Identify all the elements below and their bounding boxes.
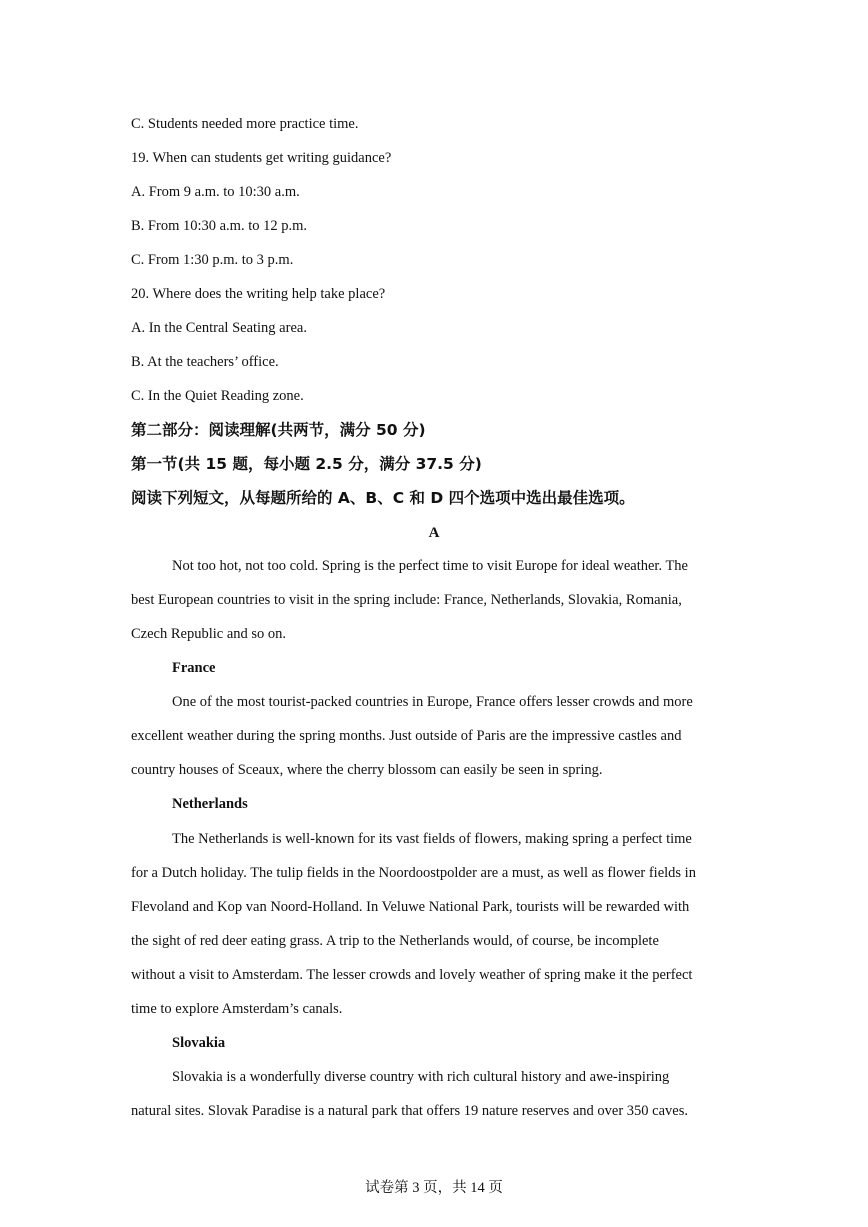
netherlands-line-2: for a Dutch holiday. The tulip fields in the Noordoostpolder are a must, as well as flower fields in [131,865,696,881]
slovakia-line-2: natural sites. Slovak Paradise is a natural park that offers 19 nature reserves and over 350 caves. [131,1103,688,1119]
netherlands-line-6: time to explore Amsterdam’s canals. [131,1001,343,1017]
netherlands-line-4: the sight of red deer eating grass. A trip to the Netherlands would, of course, be incomplete [131,933,659,949]
netherlands-line-3: Flevoland and Kop van Noord-Holland. In Veluwe National Park, tourists will be rewarded with [131,899,690,915]
q19-option-a: A. From 9 a.m. to 10:30 a.m. [131,184,300,200]
page-footer: 试卷第 3 页，共 14 页 [365,1180,503,1196]
france-line-2: excellent weather during the spring months. Just outside of Paris are the impressive castles and [131,728,682,744]
q20-option-b: B. At the teachers’ office. [131,354,279,370]
q19-option-c: C. From 1:30 p.m. to 3 p.m. [131,252,294,268]
q18-option-c: C. Students needed more practice time. [131,116,359,132]
intro-line-2: best European countries to visit in the spring include: France, Netherlands, Slovakia, Romania, [131,592,682,608]
passage-label: A [428,525,440,541]
q19-question: 19. When can students get writing guidance? [131,150,392,166]
section1-heading: 第一节(共 15 题，每小题 2.5 分，满分 37.5 分) [131,455,482,473]
intro-line-1: Not too hot, not too cold. Spring is the perfect time to visit Europe for ideal weather. The [172,558,688,574]
q20-option-a: A. In the Central Seating area. [131,320,307,336]
netherlands-line-1: The Netherlands is well-known for its vast fields of flowers, making spring a perfect time [172,831,692,847]
france-title: France [172,660,216,676]
slovakia-title: Slovakia [172,1035,226,1051]
france-line-1: One of the most tourist-packed countries in Europe, France offers lesser crowds and more [172,694,693,710]
intro-line-3: Czech Republic and so on. [131,626,287,642]
france-line-3: country houses of Sceaux, where the cherry blossom can easily be seen in spring. [131,762,603,778]
part2-heading: 第二部分：阅读理解(共两节，满分 50 分) [131,421,426,439]
q20-question: 20. Where does the writing help take place? [131,286,386,302]
q20-option-c: C. In the Quiet Reading zone. [131,388,304,404]
netherlands-line-5: without a visit to Amsterdam. The lesser crowds and lovely weather of spring make it the perfect [131,967,693,983]
q19-option-b: B. From 10:30 a.m. to 12 p.m. [131,218,308,234]
netherlands-title: Netherlands [172,796,248,812]
reading-instruction: 阅读下列短文，从每题所给的 A、B、C 和 D 四个选项中选出最佳选项。 [131,489,635,507]
slovakia-line-1: Slovakia is a wonderfully diverse country with rich cultural history and awe-inspiring [172,1069,670,1085]
